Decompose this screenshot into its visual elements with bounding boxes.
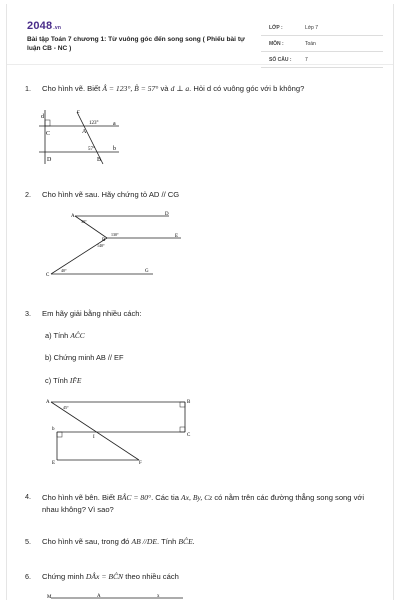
- math-expression: Ax, By, Cz: [181, 493, 213, 502]
- math-expression: BĈE.: [178, 537, 195, 546]
- fig2-label: 30°: [81, 219, 87, 224]
- meta-row-count: [261, 52, 383, 68]
- meta-row-subject: [261, 36, 383, 52]
- figure-3: [43, 394, 193, 468]
- meta-value: Lớp 7: [305, 25, 319, 31]
- fig1-label: D: [47, 157, 52, 163]
- math-expression: AĈC: [70, 331, 85, 340]
- text-segment: Chứng minh: [42, 572, 86, 581]
- fig3-label: C: [187, 433, 191, 438]
- math-expression: BÂC = 80°: [117, 493, 152, 502]
- fig1-label: d: [41, 114, 44, 120]
- right-angle-mark: [45, 120, 50, 126]
- document-page: [6, 4, 394, 600]
- question-text: Cho hình vẽ sau. Hãy chứng tỏ AD // CG: [42, 190, 180, 199]
- meta-table: [261, 20, 383, 68]
- question-text: [42, 492, 382, 516]
- figure-2: [41, 208, 191, 282]
- text-segment: có nằm trên các đường thẳng song song với nhau không? Vì sao?: [42, 493, 365, 514]
- right-angle-mark: [180, 427, 185, 432]
- segment-af: [51, 402, 139, 460]
- fig2-label: B: [102, 238, 106, 243]
- text-segment: . Các tia: [151, 493, 182, 502]
- fig2-label: 130°: [111, 232, 119, 237]
- text-segment: và: [158, 84, 171, 93]
- text-segment: theo nhiều cách: [123, 572, 179, 581]
- text-segment: . Tính: [157, 537, 179, 546]
- fig2-label: 40°: [61, 268, 67, 273]
- fig3-label: I: [93, 435, 95, 440]
- meta-key: MÔN :: [269, 41, 284, 47]
- fig2-label: G: [145, 269, 149, 274]
- fig2-label: C: [46, 273, 50, 278]
- fig1-label: C: [46, 131, 51, 137]
- question-text: [42, 84, 382, 94]
- meta-row-class: [261, 20, 383, 36]
- logo-text: 2048: [27, 20, 53, 32]
- fig1-label: 57°: [88, 147, 95, 152]
- meta-value: Toán: [305, 41, 316, 47]
- fig2-label: 140°: [97, 243, 105, 248]
- logo-suffix: .vn: [53, 25, 62, 31]
- question-text: [42, 537, 382, 547]
- fig3-label: A: [46, 400, 50, 405]
- q3-sub-b: [45, 353, 123, 362]
- question-number: 1.: [25, 84, 31, 93]
- figure-1: [33, 106, 133, 168]
- fig2-label: D: [165, 212, 169, 217]
- sub-label: a) Tính: [45, 331, 71, 340]
- figure-6-partial: [37, 589, 187, 600]
- meta-value: 7: [305, 57, 308, 63]
- site-logo[interactable]: [27, 20, 61, 32]
- question-number: 6.: [25, 572, 31, 581]
- question-text: [42, 572, 382, 582]
- right-angle-mark: [57, 432, 62, 437]
- fig1-label: 123°: [89, 121, 99, 126]
- q3-sub-a: [45, 331, 85, 340]
- text-segment: . Hỏi d có vuông góc với b không?: [189, 84, 305, 93]
- fig1-label: B: [97, 157, 102, 163]
- document-header: [21, 12, 381, 63]
- question-number: 4.: [25, 492, 31, 501]
- fig1-label: b: [113, 146, 116, 152]
- fig6-label: M: [47, 595, 52, 600]
- fig1-label: A: [82, 129, 87, 135]
- fig1-label: a: [113, 121, 116, 127]
- segment-ab: [75, 216, 107, 238]
- question-number: 2.: [25, 190, 31, 199]
- math-expression: DÂx = BĈN: [85, 572, 124, 581]
- question-number: 3.: [25, 309, 31, 318]
- meta-key: SỐ CÂU :: [269, 57, 292, 63]
- question-number: 5.: [25, 537, 31, 546]
- sub-label: c) Tính: [45, 376, 70, 385]
- question-text: Em hãy giải bằng nhiều cách:: [42, 309, 142, 318]
- fig1-label: c: [77, 109, 80, 115]
- fig2-label: E: [175, 234, 179, 239]
- q3-sub-c: [45, 376, 81, 385]
- sub-label: b) Chứng minh AB // EF: [45, 353, 124, 362]
- fig3-label: E: [52, 461, 56, 466]
- text-segment: Cho hình vẽ bên. Biết: [42, 493, 118, 502]
- fig3-label: 45°: [63, 405, 69, 410]
- math-expression: IF̂E: [69, 376, 82, 385]
- right-angle-mark: [180, 402, 185, 407]
- text-segment: Cho hình vẽ. Biết: [42, 84, 103, 93]
- document-title: Bài tập Toán 7 chương 1: Từ vuông góc đến song song ( Phiếu bài tự luận CB - NC ): [27, 36, 245, 52]
- fig3-label: B: [187, 400, 191, 405]
- math-expression: Â = 123°, B̂ = 57°: [102, 84, 159, 93]
- fig6-label: x: [157, 594, 160, 599]
- header-divider: [7, 64, 393, 65]
- math-expression: AB //DE: [131, 537, 158, 546]
- fig6-label: A: [97, 594, 101, 599]
- fig2-label: A: [71, 214, 75, 219]
- meta-key: LỚP :: [269, 25, 283, 31]
- fig3-label: F: [139, 461, 142, 466]
- math-expression: d ⊥ a: [170, 84, 190, 93]
- text-segment: Cho hình vẽ sau, trong đó: [42, 537, 132, 546]
- fig3-label: b: [52, 427, 55, 432]
